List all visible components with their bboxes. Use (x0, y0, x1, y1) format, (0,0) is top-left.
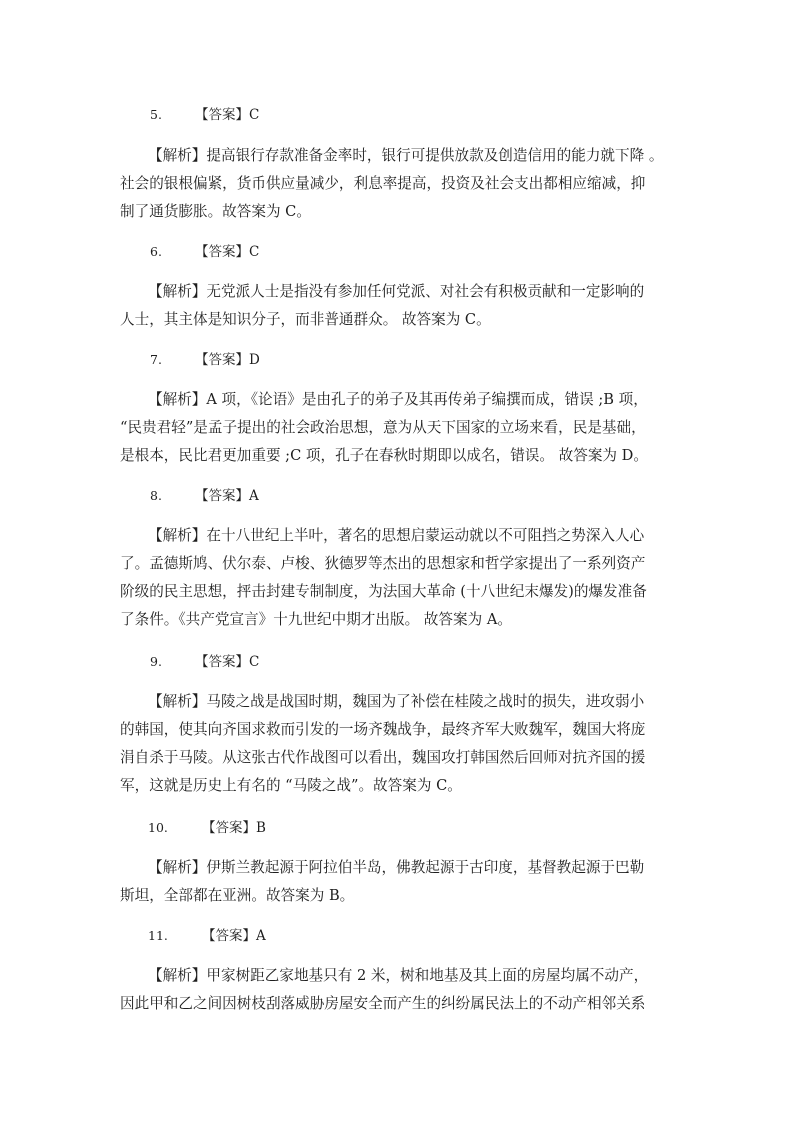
question-number: 8. (150, 488, 162, 503)
answer-label: 【答案】C (195, 107, 260, 123)
explanation-line: 是根本，民比君更加重要 ;C 项，孔子在春秋时期即以成名，错误。 故答案为 D。 (120, 447, 648, 464)
answer-label: 【答案】D (195, 352, 260, 368)
question-number: 5. (150, 107, 162, 122)
explanation-line: 【解析】提高银行存款准备金率时，银行可提供放款及创造信用的能力就下降 。 (148, 147, 664, 164)
explanation (120, 688, 680, 800)
explanation-line: 【解析】A 项，《论语》是由孔子的弟子及其再传弟子编撰而成，错误 ;B 项， (148, 391, 648, 408)
explanation-line: 斯坦，全部都在亚洲。故答案为 B。 (120, 887, 355, 904)
answer-label: 【答案】A (195, 488, 259, 504)
answer-label: 【答案】A (202, 928, 266, 944)
explanation-line: 【解析】甲家树距乙家地基只有 2 米，树和地基及其上面的房屋均属不动产， (148, 967, 649, 984)
answer-label: 【答案】C (195, 244, 260, 260)
explanation-line: 【解析】马陵之战是战国时期，魏国为了补偿在桂陵之战时的损失，进攻弱小 (148, 693, 645, 710)
answer-label: 【答案】C (195, 654, 260, 670)
explanation (120, 854, 680, 910)
question-number: 6. (150, 244, 162, 259)
explanation (120, 522, 680, 634)
explanation (120, 142, 680, 226)
explanation (120, 278, 680, 334)
explanation-line: 了。孟德斯鸠、伏尔泰、卢梭、狄德罗等杰出的思想家和哲学家提出了一系列资产 (120, 555, 646, 572)
explanation-line: “民贵君轻”是孟子提出的社会政治思想，意为从天下国家的立场来看，民是基础， (120, 419, 646, 436)
explanation-line: 阶级的民主思想，抨击封建专制制度，为法国大革命 (十八世纪末爆发)的爆发准备 (120, 583, 647, 600)
question-number: 10. (148, 820, 168, 835)
explanation (120, 386, 680, 470)
explanation-line: 社会的银根偏紧，货币供应量减少，利息率提高，投资及社会支出都相应缩减，抑 (120, 175, 646, 192)
question-number: 9. (150, 654, 162, 669)
question-number: 11. (148, 928, 168, 943)
explanation-line: 了条件。《共产党宣言》十九世纪中期才出版。 故答案为 A。 (120, 611, 512, 628)
explanation-line: 军，这就是历史上有名的 “马陵之战”。故答案为 C。 (120, 777, 462, 794)
explanation-line: 的韩国，使其向齐国求救而引发的一场齐魏战争，最终齐军大败魏军，魏国大将庞 (120, 721, 646, 738)
explanation-line: 人士，其主体是知识分子，而非普通群众。 故答案为 C。 (120, 311, 491, 328)
explanation-line: 【解析】无党派人士是指没有参加任何党派、对社会有积极贡献和一定影响的 (148, 283, 645, 300)
answer-label: 【答案】B (202, 820, 266, 836)
explanation-line: 涓自杀于马陵。从这张古代作战图可以看出，魏国攻打韩国然后回师对抗齐国的援 (120, 749, 646, 766)
explanation (120, 962, 680, 1018)
question-number: 7. (150, 352, 162, 367)
explanation-line: 因此甲和乙之间因树枝刮落威胁房屋安全而产生的纠纷属民法上的不动产相邻关系 (120, 995, 646, 1012)
explanation-line: 【解析】在十八世纪上半叶，著名的思想启蒙运动就以不可阻挡之势深入人心 (148, 527, 645, 544)
explanation-line: 【解析】伊斯兰教起源于阿拉伯半岛，佛教起源于古印度，基督教起源于巴勒 (148, 859, 645, 876)
explanation-line: 制了通货膨胀。故答案为 C。 (120, 203, 311, 220)
